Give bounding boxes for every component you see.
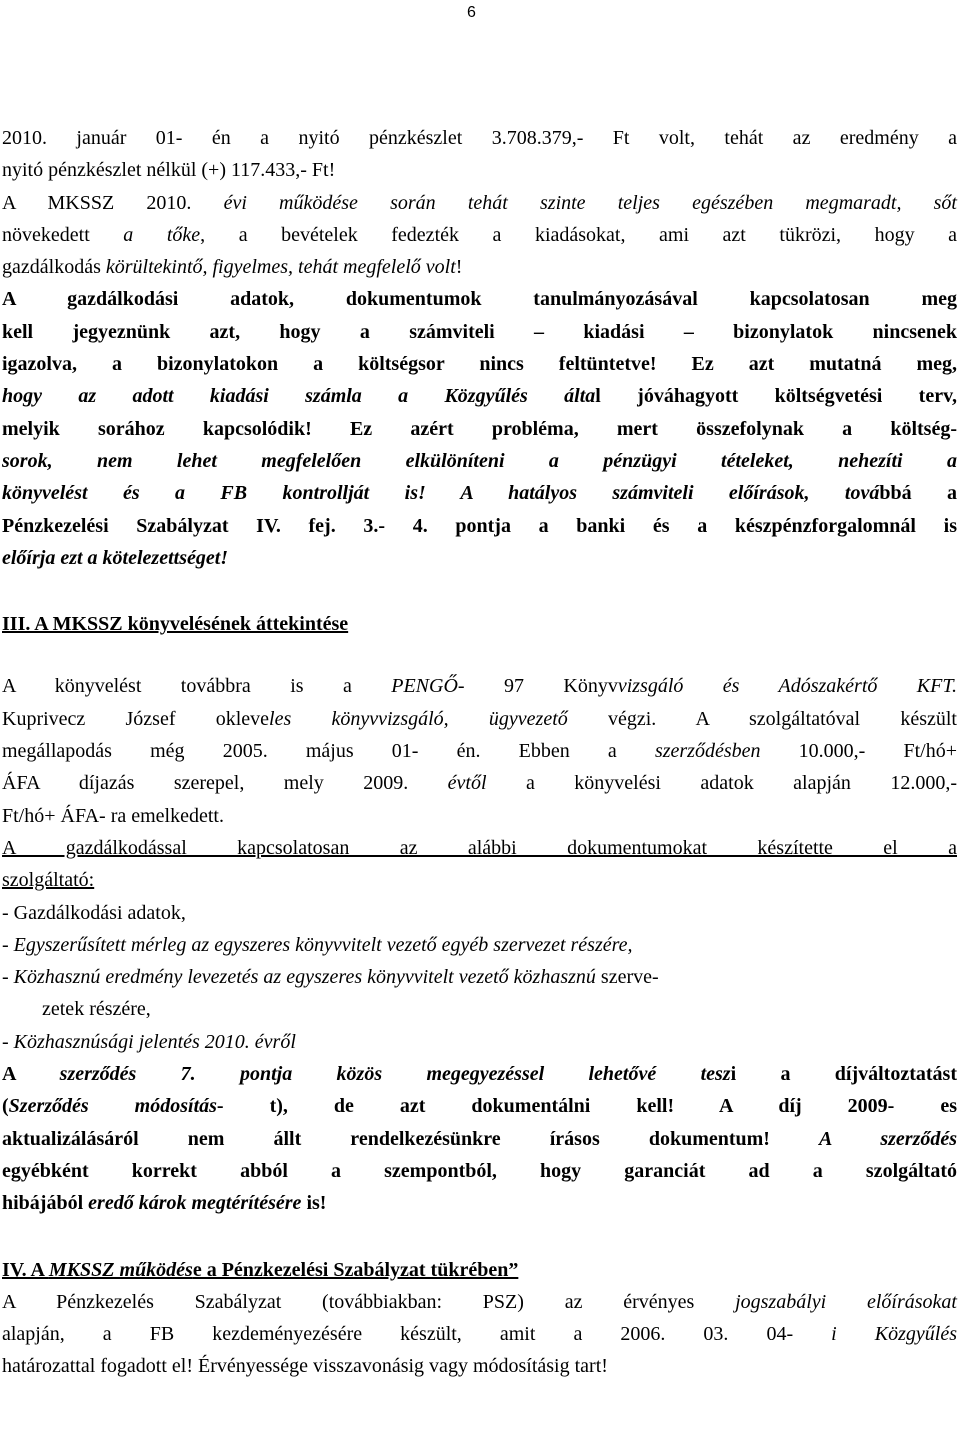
text-run: Ft/hó+ ÁFA- ra emelkedett. xyxy=(2,804,224,827)
text-run: szolgáltató: xyxy=(2,869,95,892)
text-line xyxy=(2,348,957,380)
text-run: A szerződés xyxy=(819,1127,958,1150)
text-run: Közhasznúsági jelentés 2010. évről xyxy=(13,1030,296,1053)
text-line xyxy=(2,735,957,767)
text-line xyxy=(2,1026,957,1058)
text-run: könyvelést és a FB kontrollját is! A hatályos számviteli előírások, tová xyxy=(2,482,880,505)
text-line xyxy=(2,187,957,219)
paragraph-contract xyxy=(2,1058,957,1219)
text-run: gazdálkodás xyxy=(2,256,106,279)
text-run: Szerződés módosítás xyxy=(8,1095,217,1118)
text-run: 10.000,- Ft/hó+ xyxy=(760,740,957,763)
section-heading-iii: III. A MKSSZ könyvelésének áttekintése xyxy=(2,613,349,636)
text-line xyxy=(2,897,957,929)
section-heading-iv xyxy=(2,1254,957,1286)
paragraph-summary xyxy=(2,187,957,284)
text-run: végzi. A szolgáltatóval készült xyxy=(567,707,957,730)
text-line xyxy=(2,670,957,702)
text-run: aktualizálásáról nem állt rendelkezésünkre írásos dokumentum! xyxy=(2,1127,820,1150)
text-run: szerve- xyxy=(595,966,659,989)
text-line xyxy=(2,1350,957,1382)
text-run: Közhasznú eredmény levezetés az egyszeres könyvvitelt vezető közhasznú xyxy=(13,966,596,989)
text-line: 2010. január 01- én a nyitó pénzkészlet 3.708.379,- Ft volt, tehát az eredmény a xyxy=(2,127,957,149)
text-run: ÁFA díjazás szerepel, mely 2009. xyxy=(2,772,448,795)
text-run: PENGŐ- xyxy=(391,675,465,698)
text-line xyxy=(2,510,957,542)
text-line xyxy=(2,961,957,993)
text-run: szerződésben xyxy=(654,740,761,763)
text-line xyxy=(2,413,957,445)
text-run: les könyvvizsgáló, ügyvezető xyxy=(269,707,568,730)
text-run: e a Pénzkezelési Szabályzat tükrében” xyxy=(192,1258,519,1281)
text-run: A MKSSZ 2010. xyxy=(2,191,224,214)
text-line xyxy=(2,1155,957,1187)
text-run: Pénzkezelési Szabályzat IV. fej. 3.- 4. pontja a banki és a készpénzforgalomnál is xyxy=(2,514,957,537)
text-line xyxy=(2,445,957,477)
text-line: nyitó pénzkészlet nélkül (+) 117.433,- Ft! xyxy=(2,159,336,182)
text-run: - xyxy=(2,1030,14,1053)
page-number: 6 xyxy=(467,4,476,21)
text-run: kell jegyeznünk azt, hogy a számviteli – kiadási – bizonylatok nincsenek xyxy=(2,320,957,343)
text-line xyxy=(2,1123,957,1155)
text-run: - t), de azt dokumentálni kell! A díj 2009- es xyxy=(216,1095,957,1118)
text-run: - Gazdálkodási adatok, xyxy=(2,901,186,924)
text-run: zetek részére, xyxy=(42,998,151,1021)
text-run: i a díjváltoztatást xyxy=(730,1063,957,1086)
text-run: ! xyxy=(455,256,463,279)
text-run: - xyxy=(2,933,14,956)
text-run: A gazdálkodási adatok, dokumentumok tanulmányozásával kapcsolatosan meg xyxy=(2,288,957,311)
text-run: növekedett xyxy=(2,223,124,246)
text-run: IV. A xyxy=(2,1258,49,1281)
text-run: 97 Könyv xyxy=(464,675,618,698)
text-run: megállapodás még 2005. május 01- én. Ebben a xyxy=(2,740,655,763)
text-line xyxy=(2,316,957,348)
text-run: Kuprivecz József okleve xyxy=(2,707,270,730)
text-run: évtől xyxy=(447,772,487,795)
text-run: , a bevételek fedezték a kiadásokat, ami azt tükrözi, hogy a xyxy=(200,223,958,246)
text-line xyxy=(2,1187,957,1219)
paragraph-bookkeeping xyxy=(2,670,957,1058)
text-run: Egyszerűsített mérleg az egyszeres könyvvitelt vezető egyéb szervezet részére, xyxy=(13,933,633,956)
text-run: alapján, a FB kezdeményezésére készült, amit a 2006. 03. 04- xyxy=(2,1323,832,1346)
text-run: körültekintő, figyelmes, tehát megfelelő volt xyxy=(105,256,456,279)
text-line xyxy=(2,1318,957,1350)
text-run: A gazdálkodással kapcsolatosan az alábbi dokumentumokat készítette el a xyxy=(2,836,957,859)
text-line xyxy=(2,542,957,574)
text-run: A könyvelést továbbra is a xyxy=(2,675,392,698)
text-run: melyik sorához kapcsolódik! Ez azért probléma, mert összefolynak a költség- xyxy=(2,417,957,440)
text-line xyxy=(2,703,957,735)
paragraph-psz xyxy=(2,1286,957,1383)
text-run: egyébként korrekt abból a szempontból, hogy garanciát ad a szolgáltató xyxy=(2,1159,957,1182)
text-line xyxy=(2,767,957,799)
text-line xyxy=(2,1090,957,1122)
text-line xyxy=(2,800,957,832)
text-run: l jóváhagyott költségvetési terv, xyxy=(595,385,957,408)
text-run: vizsgáló és Adószakértő KFT. xyxy=(617,675,957,698)
text-run: i Közgyűlés xyxy=(831,1323,957,1346)
paragraph-findings xyxy=(2,283,957,574)
text-run: hibájából xyxy=(2,1192,89,1215)
text-line xyxy=(2,1286,957,1318)
text-run: jogszabályi előírásokat xyxy=(735,1290,957,1313)
paragraph-opening-balance xyxy=(2,122,957,187)
text-line xyxy=(2,283,957,315)
text-line xyxy=(2,380,957,412)
text-run: - xyxy=(2,966,14,989)
text-line xyxy=(2,832,957,864)
text-run: A Pénzkezelés Szabályzat (továbbiakban: PSZ) az érvényes xyxy=(2,1290,736,1313)
text-line xyxy=(2,477,957,509)
text-run: is! xyxy=(301,1192,327,1215)
text-run: ( xyxy=(2,1095,9,1118)
text-run: A xyxy=(2,1063,60,1086)
text-run: határozattal fogadott el! Érvényessége visszavonásig vagy módosításig tart! xyxy=(2,1355,608,1378)
text-line xyxy=(2,251,957,283)
text-run: a könyvelési adatok alapján 12.000,- xyxy=(486,772,957,795)
text-run: a tőke xyxy=(123,223,201,246)
text-line xyxy=(2,864,957,896)
text-run: évi működése során tehát szinte teljes egészében megmaradt, sőt xyxy=(223,191,957,214)
text-run: szerződés 7. pontja közös megegyezéssel lehetővé tesz xyxy=(59,1063,731,1086)
text-line xyxy=(2,929,957,961)
text-run: igazolva, a bizonylatokon a költségsor nincs feltüntetve! Ez azt mutatná meg, xyxy=(2,353,957,376)
text-run: előírja ezt a kötelezettséget! xyxy=(2,546,229,569)
text-run: sorok, nem lehet megfelelően elkülöníteni a pénzügyi tételeket, nehezíti a xyxy=(2,449,957,472)
text-run: MKSSZ működés xyxy=(48,1258,193,1281)
text-line xyxy=(2,219,957,251)
text-run: bbá a xyxy=(879,482,957,505)
text-run: eredő károk megtérítésére xyxy=(88,1192,302,1215)
text-line xyxy=(2,1058,957,1090)
text-line xyxy=(2,993,957,1025)
document-body xyxy=(2,122,957,1383)
text-run: hogy az adott kiadási számla a Közgyűlés álta xyxy=(2,385,596,408)
